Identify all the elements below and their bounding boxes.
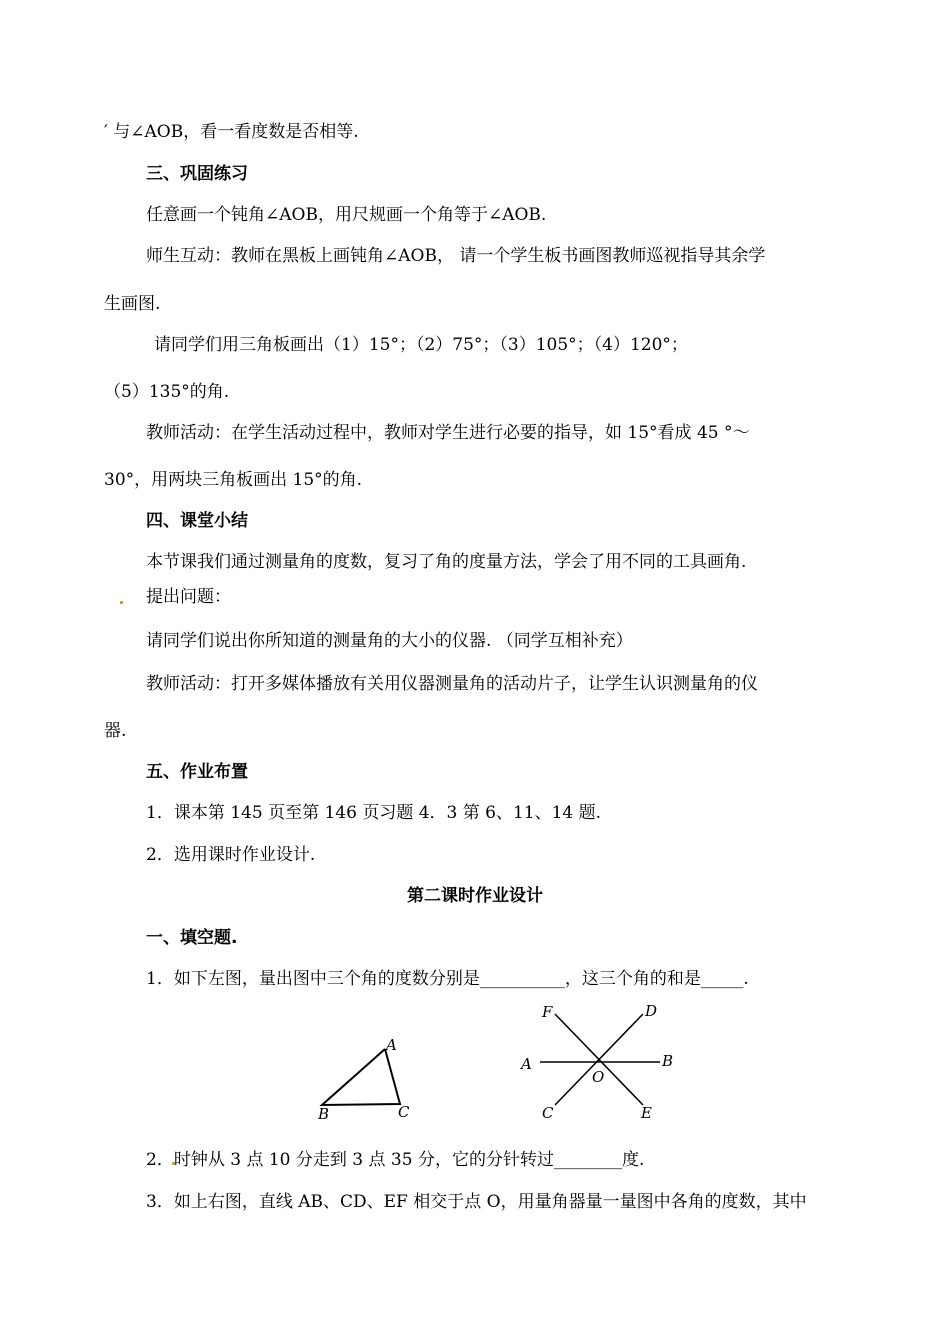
text-line-10: 提出问题： — [146, 587, 231, 607]
triangle-outline — [322, 1049, 400, 1105]
triangle-label-b: B — [318, 1105, 330, 1123]
section-heading-3: 三、巩固练习 — [146, 164, 248, 184]
text-line-5: 请同学们用三角板画出（1）15°；（2）75°；（3）105°；（4）120°； — [154, 335, 688, 355]
triangle-figure — [312, 1035, 432, 1125]
triangle-label-a: A — [386, 1036, 397, 1054]
line-label-d: D — [645, 1002, 658, 1020]
text-line-8: 30°，用两块三角板画出 15°的角. — [104, 470, 363, 490]
question-2: 2．时钟从 3 点 10 分走到 3 点 35 分，它的分针转过________度. — [146, 1150, 645, 1170]
text-line-4: 生画图. — [104, 294, 161, 314]
bullet-dot — [120, 601, 123, 604]
question-3: 3．如上右图，直线 AB、CD、EF 相交于点 O，用量角器量一量图中各角的度数，其中 — [146, 1192, 807, 1212]
question-1: 1．如下左图，量出图中三个角的度数分别是__________，这三个角的和是_____. — [146, 969, 749, 989]
line-label-e: E — [641, 1104, 652, 1122]
text-line-12: 教师活动：打开多媒体播放有关用仪器测量角的活动片子，让学生认识测量角的仪 — [146, 674, 758, 694]
triangle-label-c: C — [398, 1103, 410, 1121]
section-heading-fill: 一、填空题. — [146, 928, 238, 948]
text-line-13: 器. — [104, 721, 127, 741]
intersecting-lines-figure — [515, 1000, 685, 1125]
text-line-3: 师生互动：教师在黑板上画钝角∠AOB， 请一个学生板书画图教师巡视指导其余学 — [146, 246, 766, 266]
line-label-c: C — [542, 1104, 554, 1122]
line-label-a: A — [521, 1055, 532, 1073]
text-line-2: 任意画一个钝角∠AOB，用尺规画一个角等于∠AOB. — [146, 205, 547, 225]
section-title: 第二课时作业设计 — [407, 886, 543, 906]
text-line-9: 本节课我们通过测量角的度数，复习了角的度量方法，学会了用不同的工具画角. — [146, 552, 747, 572]
text-line-7: 教师活动：在学生活动过程中，教师对学生进行必要的指导，如 15°看成 45 °～ — [146, 423, 750, 443]
section-heading-4: 四、课堂小结 — [146, 511, 248, 531]
text-line-15: 2．选用课时作业设计. — [146, 845, 316, 865]
section-heading-5: 五、作业布置 — [146, 762, 248, 782]
line-label-b: B — [662, 1052, 674, 1070]
text-line-1: ′ 与∠AOB，看一看度数是否相等. — [104, 122, 359, 142]
text-line-6: （5）135°的角. — [104, 382, 230, 402]
line-label-o: O — [592, 1068, 605, 1086]
line-label-f: F — [542, 1003, 553, 1021]
text-line-11: 请同学们说出你所知道的测量角的大小的仪器. （同学互相补充） — [146, 631, 633, 651]
text-line-14: 1．课本第 145 页至第 146 页习题 4．3 第 6、11、14 题. — [146, 803, 602, 823]
